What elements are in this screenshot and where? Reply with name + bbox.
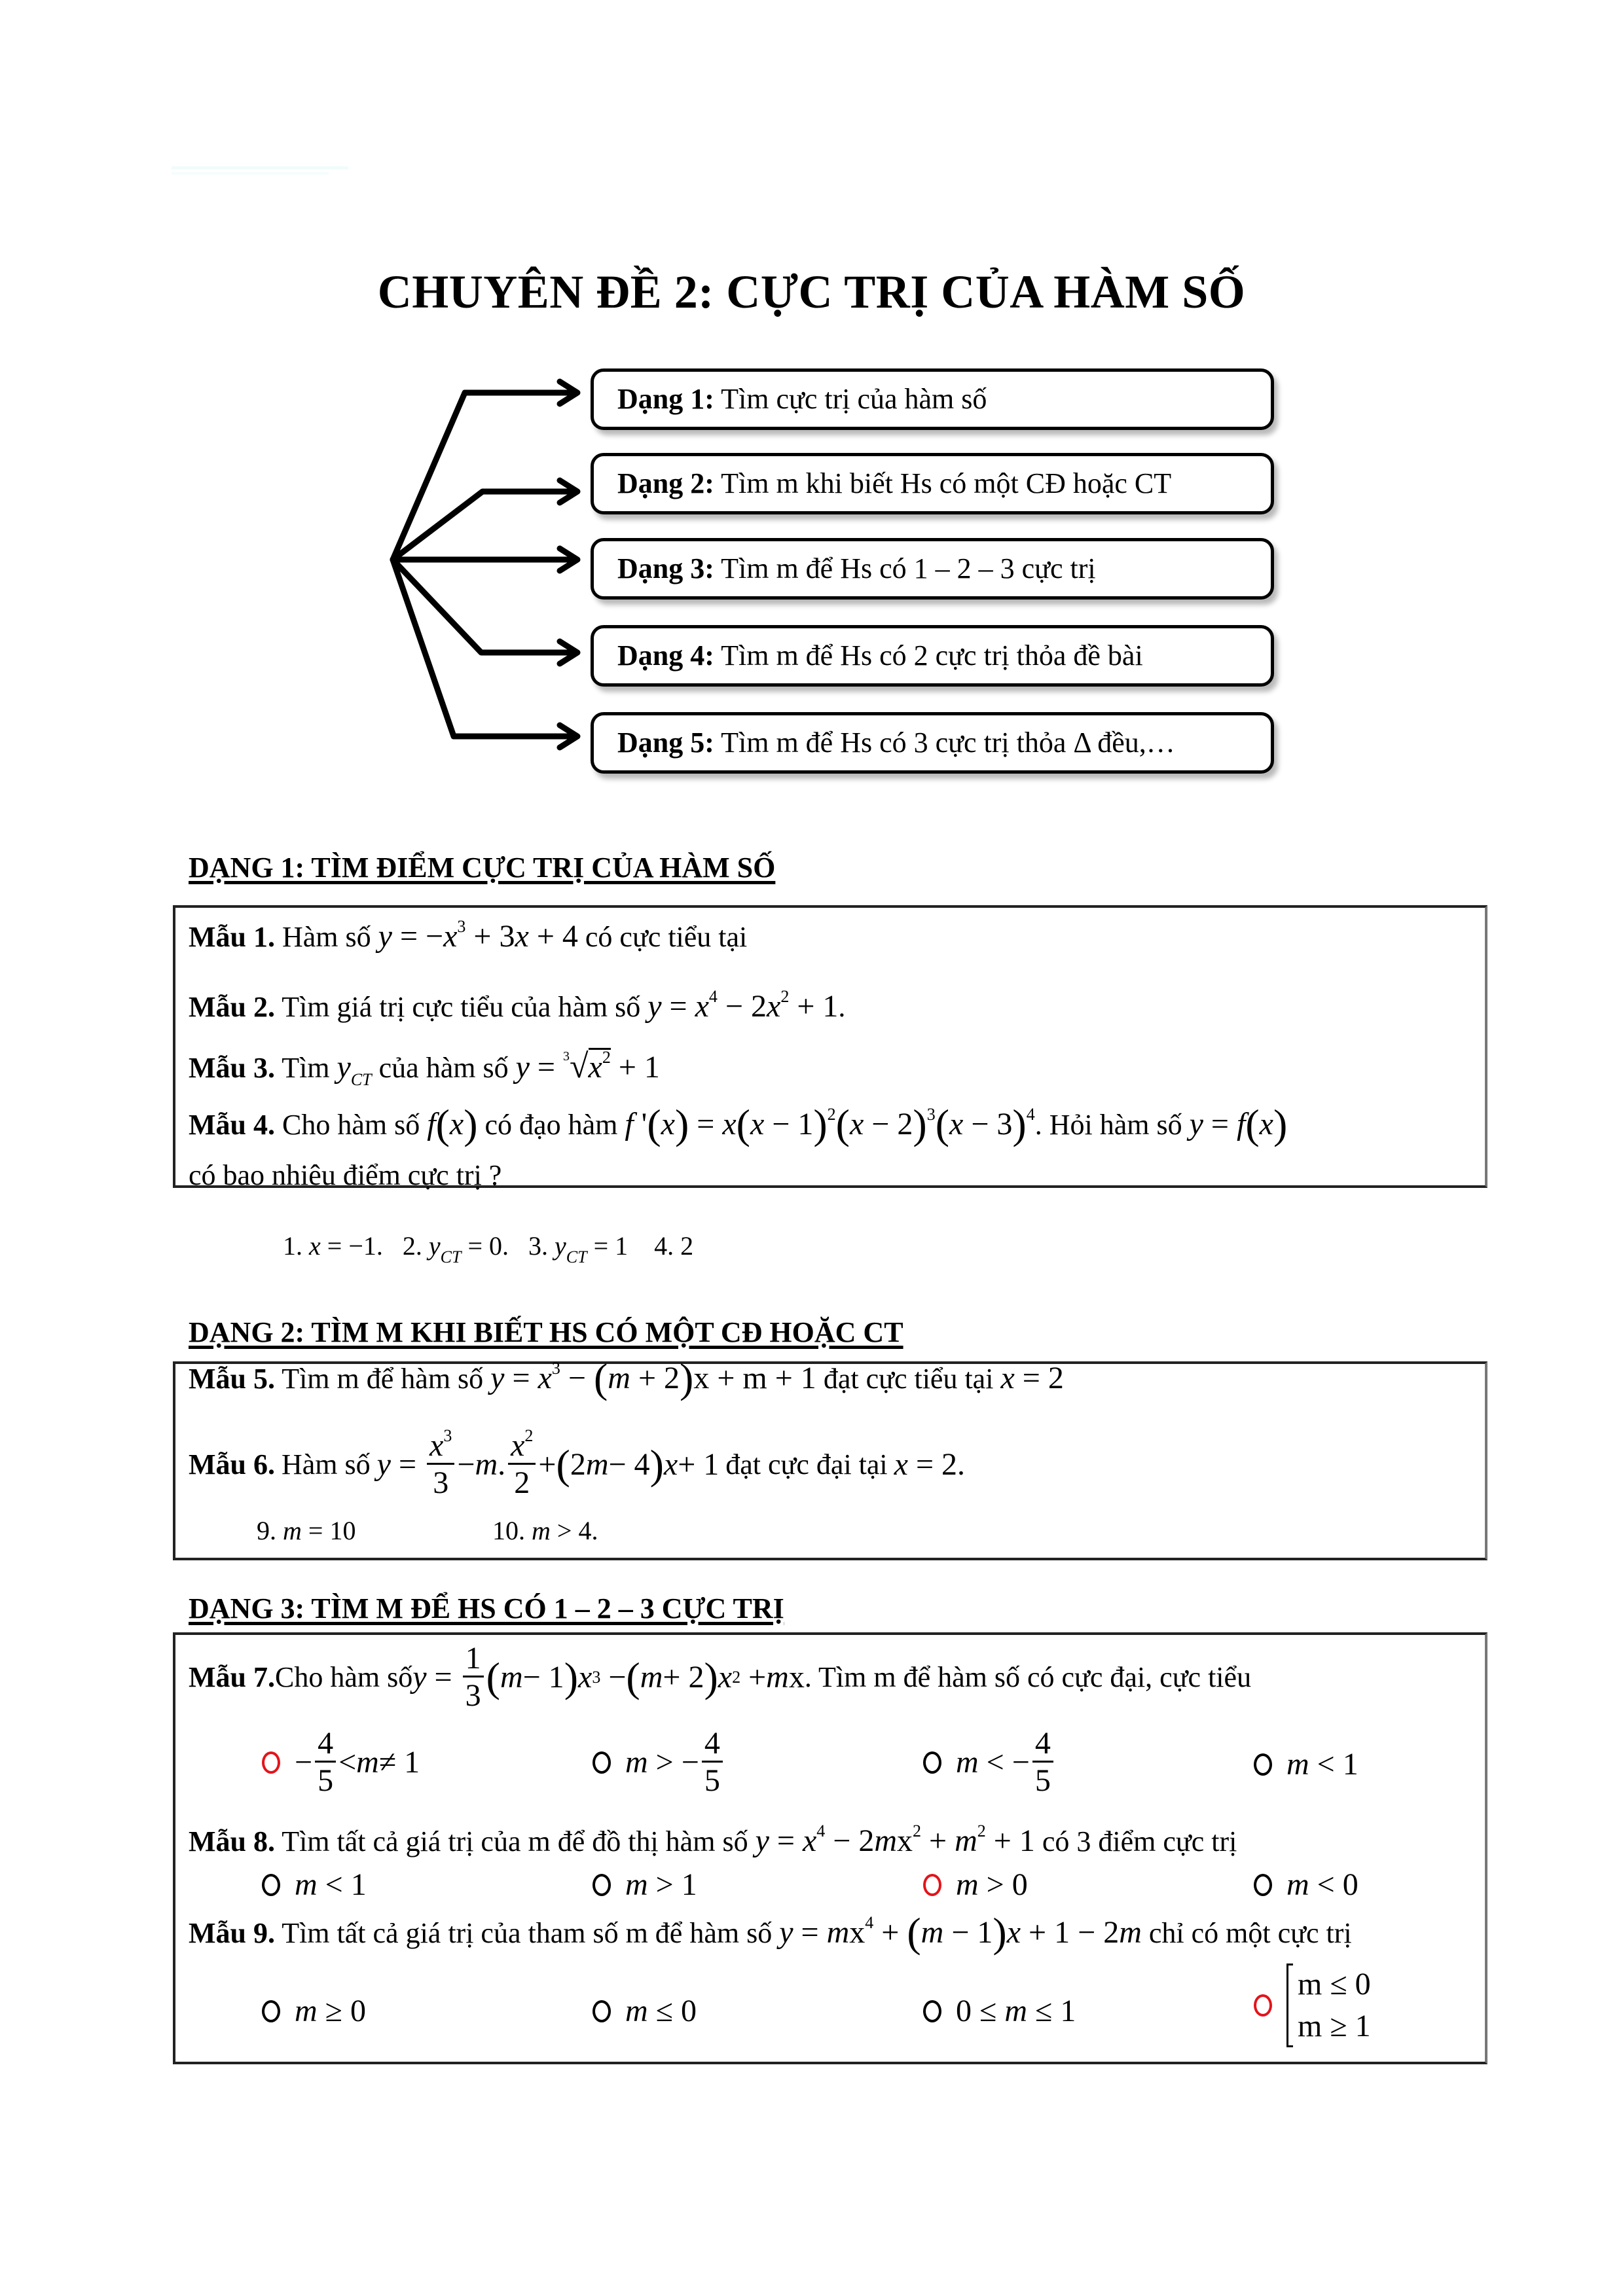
dang-text: Tìm m để Hs có 2 cực trị thỏa đề bài [714,639,1143,672]
option-7a[interactable] [262,1728,420,1797]
problem-label: Mẫu 7. [189,1661,275,1693]
option-7c[interactable] [923,1728,1056,1797]
option-9a[interactable] [262,1993,366,2029]
problem-6 [189,1426,966,1500]
problem-4-continuation: có bao nhiêu điểm cực trị ? [189,1159,502,1191]
dang-label: Dạng 4: [617,639,714,672]
option-text: 0 ≤ m ≤ 1 [956,1994,1076,2028]
option-text: m > − $\frac{4}{5}$ [625,1728,725,1797]
problem-text: Tìm giá trị cực tiểu của hàm số [275,991,648,1023]
radio-selected-icon[interactable] [923,1874,941,1896]
problem-label: Mẫu 8. [189,1825,275,1857]
dang-text: Tìm cực trị của hàm số [714,383,987,415]
arrow-1 [393,393,576,560]
problem-text: của hàm số [378,1052,516,1084]
formula: $y = x^3 - (m + 2)x + m + 1$ [490,1355,816,1401]
dang-label: Dạng 3: [617,552,714,584]
problem-label: Mẫu 3. [189,1052,275,1084]
dang-text: Tìm m để Hs có 1 – 2 – 3 cực trị [714,552,1096,584]
dang-box-2 [591,453,1274,514]
formula: x = 2. [894,1447,966,1482]
option-8d[interactable] [1254,1867,1359,1903]
radio-icon[interactable] [593,1751,611,1774]
dang-text: Tìm m để Hs có 3 cực trị thỏa Δ đều,… [714,726,1175,759]
problem-text: đạt cực tiểu tại [823,1363,1001,1395]
section-heading-3: DẠNG 3: TÌM M ĐỂ HS CÓ 1 – 2 – 3 CỰC TRỊ [189,1592,784,1624]
option-text: − $\frac{4}{5}$ < m ≠ 1 [295,1726,420,1798]
formula: $y = mx^4 + (m - 1)x + 1 - 2m$ [779,1909,1142,1956]
option-text: m ≤ 0 [625,1994,697,2028]
problem-text: đạt cực đại tại [725,1448,888,1480]
problem-text: . Tìm m để hàm số có cực đại, cực tiểu [804,1661,1252,1693]
radio-icon[interactable] [923,2000,941,2022]
option-text: m < 1 [1286,1747,1359,1782]
formula: f '$(x) = x(x - 1)^2(x - 2)^3(x - 3)^4$ [625,1101,1035,1147]
dang-box-5 [591,712,1274,774]
option-text: m > 1 [625,1867,697,1902]
problem-text: Tìm [275,1052,337,1084]
problem-text: Tìm m để hàm số [275,1363,491,1395]
problem-9 [189,1909,1352,1956]
option-9b[interactable] [593,1993,697,2029]
problem-text: có 3 điểm cực trị [1042,1825,1237,1857]
formula: $y = x^4 - 2x^2 + 1$ [647,987,839,1024]
dang-diagram [0,0,1623,818]
problem-text: Hàm số [275,921,378,953]
problem-7 [189,1643,1251,1712]
option-8a[interactable] [262,1867,367,1903]
problem-text: Cho hàm số [275,1661,413,1693]
problem-text: Tìm tất cả giá trị của m để đồ thị hàm số [275,1825,756,1857]
option-text: m < 1 [295,1867,367,1902]
radio-icon[interactable] [262,2000,280,2022]
option-9c[interactable] [923,1993,1076,2029]
dang-box-3 [591,538,1274,600]
formula: y = f(x) [1189,1101,1288,1147]
radio-icon[interactable] [1254,1753,1272,1776]
dang-label: Dạng 5: [617,726,714,759]
option-text: m ≥ 0 [295,1994,367,2028]
page-title: CHUYÊN ĐỀ 2: CỰC TRỊ CỦA HÀM SỐ [377,266,1246,318]
dang-box-1 [591,368,1274,430]
option-text: m < − $\frac{4}{5}$ [956,1728,1056,1797]
option-9d[interactable] [1254,1964,1371,2047]
problem-1 [189,918,747,954]
formula: $y_{CT}$ [337,1050,372,1089]
problem-text: chỉ có một cực trị [1148,1917,1352,1949]
option-text: m < 0 [1286,1867,1359,1902]
problem-5 [189,1355,1064,1401]
problem-label: Mẫu 6. [189,1448,275,1480]
problem-label: Mẫu 1. [189,921,275,953]
radio-icon[interactable] [923,1751,941,1774]
dang-label: Dạng 2: [617,467,714,499]
radio-icon[interactable] [262,1874,280,1896]
formula: x = 2 [1000,1361,1064,1395]
problem-2 [189,988,845,1024]
problem-text: . [838,991,846,1023]
problem-text: Hàm số [282,1448,371,1480]
answers-1: 1. x = −1. 2. $y_{CT} = 0$. 3. $y_{CT} = 1$ 4. 2 [283,1231,694,1266]
problem-text: . Hỏi hàm số [1034,1109,1190,1141]
problem-8 [189,1823,1237,1859]
problem-3 [189,1047,660,1089]
formula: y = $\frac{1}{3}$ ( m − 1 ) x 3 − ( m + 2 ) x 2 + m x [412,1641,805,1713]
section-heading-2: DẠNG 2: TÌM M KHI BIẾT HS CÓ MỘT CĐ HOẶC CT [189,1316,903,1348]
formula: f(x) [427,1101,478,1147]
problem-text: Tìm tất cả giá trị của tham số m để hàm số [275,1917,780,1949]
problem-label: Mẫu 4. [189,1109,275,1141]
formula: y = $\frac{x^3}{3}$ − m . $\frac{x^2}{2}$ + ( 2 m − 4 ) x + 1 [376,1426,720,1500]
option-7d[interactable] [1254,1746,1359,1782]
dang-box-4 [591,625,1274,687]
problem-text: Cho hàm số [275,1109,428,1141]
section-heading-1: DẠNG 1: TÌM ĐIỂM CỰC TRỊ CỦA HÀM SỐ [189,852,776,884]
problem-label: Mẫu 9. [189,1917,275,1949]
radio-selected-icon[interactable] [262,1751,280,1774]
option-text [1286,1964,1371,2047]
problem-text: có cực tiểu tại [585,921,748,953]
answer-9: 9. m = 10 [257,1516,356,1545]
problem-label: Mẫu 2. [189,991,275,1023]
formula: $y = -x^3 + 3x + 4$ [378,917,578,954]
radio-icon[interactable] [593,1874,611,1896]
formula: $y = ^3√x^2 + 1$ [515,1048,660,1085]
radio-icon[interactable] [1254,1874,1272,1896]
answer-10: 10. m > 4. [492,1516,598,1545]
option-7b[interactable] [593,1728,725,1797]
problem-4 [189,1101,1288,1147]
radio-icon[interactable] [593,2000,611,2022]
dang-label: Dạng 1: [617,383,714,415]
problem-text: có đạo hàm [484,1109,625,1141]
option-8b[interactable] [593,1867,697,1903]
dang-text: Tìm m khi biết Hs có một CĐ hoặc CT [714,467,1172,499]
formula: $y = x^4 - 2mx^2 + m^2 + 1$ [755,1821,1035,1858]
bracket-line: m ≤ 0 [1298,1967,1371,2001]
option-8c[interactable] [923,1867,1028,1903]
radio-selected-icon[interactable] [1254,1994,1272,2017]
option-text: m > 0 [956,1867,1028,1902]
bracket-line: m ≥ 1 [1298,2009,1371,2043]
problem-label: Mẫu 5. [189,1363,275,1395]
